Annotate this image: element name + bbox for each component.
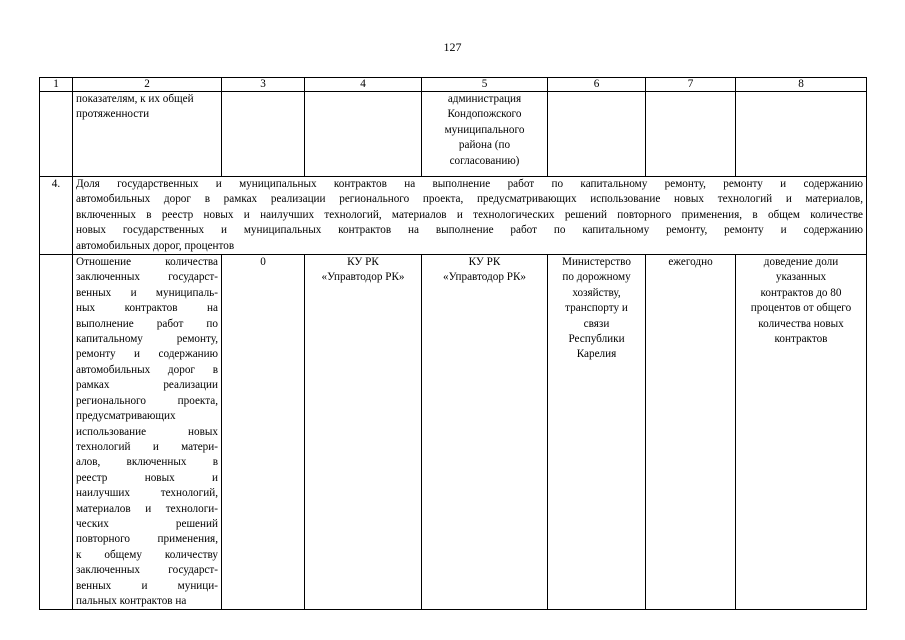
cell-responsible [305,255,422,610]
cell-empty [736,92,867,177]
text-line: алов, включенных в [76,456,218,469]
cell-empty [40,92,73,177]
text-line: новых государственных и муниципальных контрактов на выполнение работ по капитальному ремонту, ремонту и содержанию [76,224,863,237]
text-line: процентов от общего [750,302,852,315]
table-row-section [40,177,867,255]
section-title [73,177,867,255]
cell-frequency [646,255,736,610]
text-line: ремонту и содержанию [76,348,218,361]
text-line: предусматривающих [76,410,176,423]
text-line: КУ РК [347,256,379,269]
text-line: муниципального [444,123,525,136]
text-line: автомобильных дорог в [76,363,218,376]
text-line: ежегодно [668,256,713,269]
text-line: реестр новых и [76,471,218,484]
text-line: Кондопожского [447,108,522,121]
cell-empty [40,255,73,610]
text-line: связи [583,317,610,330]
text-line: администрация [447,93,522,105]
column-number-row [40,78,867,92]
text-line: заключенных государст- [76,564,218,577]
text-line: венных и муниципаль- [76,286,218,299]
text-line: технологий и матери- [76,440,218,453]
text-line: Министерство [562,256,631,269]
text-line: «Управтодор РК» [442,271,527,284]
text-line: пальных контрактов на [76,594,187,607]
text-line: хозяйству, [572,286,621,299]
table-row-continuation [40,92,867,177]
text-line: повторного применения, [76,533,218,546]
column-number: 3 [222,78,305,92]
text-line: согласованию) [449,154,520,167]
text-line: выполнение работ по [76,317,218,330]
column-number: 2 [73,78,222,92]
text-line: по дорожному [562,271,631,284]
text-line: количества новых [758,317,844,330]
cell-co-executor [422,92,548,177]
cell-ministry [548,255,646,610]
text-line: материалов и технологи- [76,502,218,515]
column-number: 8 [736,78,867,92]
text-line: транспорту и [565,302,628,315]
text-line: ных контрактов на [76,302,218,315]
text-line: автомобильных дорог в рамках реализации регионального проекта, предусматривающих использование новых технологий и материалов, [76,193,863,206]
text-line: включенных в реестр новых и наилучших технологий, материалов и технологических решений повторного применения, в общем количестве [76,208,863,221]
text-line: Доля государственных и муниципальных контрактов на выполнение работ по капитальному ремонту, ремонту и содержанию [76,178,863,190]
text-line: ческих решений [76,517,218,530]
column-number: 6 [548,78,646,92]
section-number: 4. [40,177,73,255]
text-line: Карелия [576,348,617,361]
text-line: доведение доли [763,256,839,269]
cell-base-value [222,255,305,610]
table-row-indicator [40,255,867,610]
text-line: использование новых [76,425,218,438]
text-line: автомобильных дорог, процентов [76,239,235,252]
text-line: контрактов [774,333,828,346]
cell-empty [548,92,646,177]
text-line: заключенных государст- [76,271,218,284]
column-number: 5 [422,78,548,92]
text-line: рамках реализации [76,379,218,392]
text-line: регионального проекта, [76,394,218,407]
text-line: контрактов до 80 [760,286,842,299]
text-line: капитальному ремонту, [76,333,218,346]
text-line: Отношение количества [76,256,218,269]
column-number: 7 [646,78,736,92]
text-line: указанных [775,271,827,284]
cell-empty [222,92,305,177]
column-number: 4 [305,78,422,92]
text-line: «Управтодор РК» [321,271,405,284]
text-line: 0 [260,256,266,269]
cell-empty [305,92,422,177]
cell-indicator-continued [73,92,222,177]
text-line: к общему количеству [76,548,218,561]
cell-target [736,255,867,610]
column-number: 1 [40,78,73,92]
text-line: КУ РК [468,256,501,269]
text-line: венных и муници- [76,579,218,592]
text-line: наилучших технологий, [76,487,218,500]
text-line: показателям, к их общей [76,93,194,105]
text-line: протяженности [76,108,150,121]
cell-empty [646,92,736,177]
text-line: Республики [568,333,625,346]
page-number: 127 [443,40,462,54]
cell-indicator-definition [73,255,222,610]
text-line: района (по [458,139,511,152]
cell-co-executor [422,255,548,610]
program-table [39,77,867,610]
